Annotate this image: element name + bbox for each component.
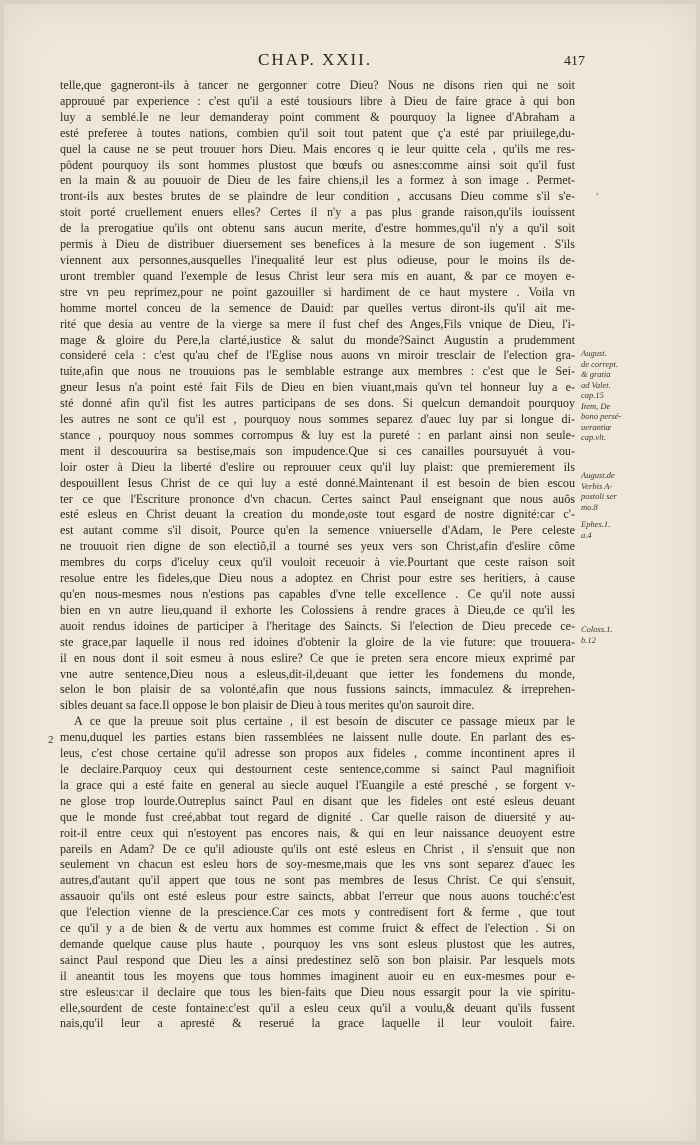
- text-line: ment il descouurira sa bestise,mais son impudence.Que si ces canailles poursuyuét à vou-: [60, 443, 575, 458]
- margin-note-line: a.4: [581, 529, 592, 540]
- text-line: esté esleus en Christ deuant la creation du monde,oste tout esgard de nostre dignité:car c'-: [60, 507, 575, 522]
- margin-note-ephesians: [581, 519, 651, 540]
- text-line: de la prerogatiue qu'ils ont obtenu sans aucun merite, d'estre hommes,qu'il n'y a qu'il soit: [60, 221, 575, 236]
- text-line: les autres ne sont ce qu'il est , pourquoy nous sommes separez d'auec luy par si longue di-: [60, 412, 575, 427]
- text-line: permis à Dieu de distribuer diuersement ses benefices à la mesure de son iugement . S'ils: [60, 237, 575, 252]
- margin-note-line: mo.8: [581, 501, 598, 512]
- margin-note-line: uerantiæ: [581, 421, 612, 432]
- text-line: uront trembler quand l'exemple de Iesus Christ leur sera mis en auant, & par ce moyen e-: [60, 268, 575, 283]
- text-line: est autant comme s'il disoit, Pource qu'en la semence vniuerselle d'Adam, le Pere celeste: [60, 523, 575, 538]
- margin-note-augustin-correptione: [581, 348, 651, 443]
- text-line: ce qu'il y a de bien & de vertu aux hommes est comme fruict & effect de l'election . Si on: [60, 921, 575, 936]
- text-line: ne trouuoit rien digne de son electiõ,il a tourné ses yeux vers son Christ,afin d'eslire cõme: [60, 539, 575, 554]
- margin-note-line: de corrept.: [581, 358, 618, 369]
- text-line: en la main & au pouuoir de Dieu de les faire chiens,il les a formez à son image . Permet-: [60, 173, 575, 188]
- text-line: telle,que gagneront-ils à tancer ne gergonner cotre Dieu? Nous ne disons rien qui ne soit: [60, 78, 575, 92]
- text-line: luy a semblé.Ie ne leur demanderay point comment & pourquoy la lignee d'Abraham a: [60, 109, 575, 124]
- text-line: seulement vn chacun est esleu hors de soy-mesme,mais que les vns sont separez d'auec les: [60, 857, 575, 872]
- text-line: mage & gloire du Pere,la clarté,iustice & salut du monde?Sainct Augustin a prudemment: [60, 332, 575, 347]
- text-line: consideré cela : c'est qu'au chef de l'Eglise nous auons vn miroir tresclair de l'election gra-: [60, 348, 575, 363]
- text-line: ter ce que l'Escriture prononce d'vn chacun. Certes sainct Paul enseignant que nous auõs: [60, 491, 575, 506]
- margin-note-line: Verbis A-: [581, 480, 613, 491]
- text-line: approuué par experience : c'est qu'il a esté tousiours libre à Dieu de faire grace à qui bon: [60, 93, 575, 108]
- text-line: pareils en Adam? De ce qu'il adiouste qu'ils ont esté esleus en Christ , il s'ensuit que non: [60, 841, 575, 856]
- margin-note-colossians: [581, 624, 651, 645]
- main-text-block: [60, 78, 575, 1032]
- text-line: quel la cause ne se peut trouuer hors Dieu. Mais encores q ie leur quitte cela , qu'ils me res-: [60, 141, 575, 156]
- text-line: leus, c'est chose certaine qu'il adresse son propos aux fideles , comme incontinent apres il: [60, 746, 575, 761]
- text-line: homme mortel conceu de la semence de Dauid: par quelles vertus diront-ils qu'il ait me-: [60, 300, 575, 315]
- text-line: sainct Paul respond que Dieu les a ainsi predestinez selõ son bon plaisir. Par lesquels mots: [60, 952, 575, 967]
- text-line: stance , pourquoy nous sommes corrompus & luy est la pureté : en parlant ainsi non seule-: [60, 427, 575, 442]
- text-line: il aneantit tous les moyens que tous hommes imaginent auoir eu en eux-mesmes pour e-: [60, 968, 575, 983]
- text-line: que le monde fust creé,abbat tout regard de dignité . Car quelle raison de diuersité y au-: [60, 809, 575, 824]
- margin-note-line: bono persé-: [581, 411, 622, 421]
- margin-note-line: Item, De: [581, 400, 611, 411]
- margin-note-line: Ephes.1.: [581, 519, 611, 529]
- text-line: bien en vn autre lieu,quand il exhorte les Colossiens à rendre graces à Dieu,de ce qu'il les: [60, 602, 575, 617]
- margin-note-line: August.de: [581, 470, 615, 480]
- text-line: que l'election vienne de la prescience.Car ces mots y contredisent fort & ferme , que tout: [60, 905, 575, 920]
- margin-note-augustin-verbis: [581, 470, 651, 512]
- chapter-heading: CHAP. XXII.: [258, 50, 373, 69]
- text-line: gneur Iesus n'a point esté fait Fils de Dieu en bien viuant,mais qu'vn tel honneur luy a e-: [60, 380, 575, 395]
- text-line: qu'en nous-mesmes nous n'estions pas capables d'vne telle excellence . Ce qu'il note aussi: [60, 587, 575, 601]
- text-line: selon le bon plaisir de sa volonté,afin que nous fussions saincts, immaculez & irreprehen-: [60, 682, 575, 697]
- text-line: esté preferee à toutes nations, combien qu'il soit tout patent que ç'a esté par priuilege,du-: [60, 125, 575, 140]
- text-line: tuite,afin que nous ne trouuions pas le semblable estrange aux membres : c'est que le Sei-: [60, 364, 575, 379]
- text-line: nais,qu'il leur a apresté & reserué la grace laquelle il leur vouloit faire.: [60, 1016, 575, 1031]
- text-line: stre vn peu reprimez,pour ne point gazouiller si hardiment de ce haut mystere . Voila vn: [60, 284, 575, 299]
- text-line: roit-il entre ceux qui n'estoyent pas encores nais, & qui en leur naissance deuoyent estre: [60, 825, 575, 840]
- text-line: despouillent Iesus Christ de ce qui luy a esté donné.Maintenant il est besoin de bien escou: [60, 475, 575, 490]
- text-line: membres du corps d'iceluy ceux qu'il vouloit receuoir à vie.Pourtant que ceste raison soit: [60, 555, 575, 570]
- text-line: loir oster à Dieu la liberté d'eslire ou reprouuer ceux qu'il luy plaist: que premierement ils: [60, 459, 575, 474]
- text-line: elle,sourdent de ceste fontaine:c'est qu'il a esleu ceux qu'il a voulu,& deuant qu'ils fussent: [60, 1000, 575, 1015]
- text-line: stre esleus:car il declaire que tous les bien-faits que Dieu nous essargit pour la vie spiritu-: [60, 984, 575, 999]
- margin-note-line: Coloss.1.: [581, 624, 613, 634]
- text-line: stoit porté cruellement enuers elles? Certes il n'y a pas plus grande raison,qu'ils iouissent: [60, 205, 575, 220]
- text-line: ste grace,par laquelle il nous red idoines d'obtenir la gloire de la vie future: que trouuera-: [60, 634, 575, 649]
- margin-note-line: postoli ser: [581, 491, 617, 501]
- margin-note-line: cap.15: [581, 390, 604, 400]
- margin-note-line: August.: [581, 348, 607, 358]
- margin-note-line: cap.vlt.: [581, 432, 607, 442]
- book-page: [4, 4, 696, 1141]
- text-line: A ce que la preuue soit plus certaine , il est besoin de discuter ce passage mieux par le: [74, 714, 575, 729]
- text-line: pôdent pourquoy ils sont hommes plustost que bœufs ou asnes:comme ainsi soit qu'il fust: [60, 157, 575, 172]
- margin-note-line: ad Valet.: [581, 379, 611, 390]
- paragraph-number: 2: [48, 734, 54, 746]
- text-line: tront-ils aux bestes brutes de se plaindre de leur condition , accusans Dieu comme s'il s'e-: [60, 189, 575, 204]
- text-line: sté donné afin qu'il fist les autres participans de ses dons. Si quelcun demandoit pourquoy: [60, 396, 575, 411]
- text-line: viennent aux personnes,ausquelles l'inequalité leur est plus odieuse, pour le moins ils de-: [60, 252, 575, 267]
- text-line: la grace qui a esté faite en general au siecle auquel l'Euangile a esté presché , se forgent v-: [60, 777, 575, 792]
- text-line: menu,duquel les parties estans bien rassemblées ne laissent nulle doute. En parlant des es-: [60, 730, 575, 745]
- text-line: il en nous dont il soit esmeu à nous eslire? Ce que ie preten sera encore mieux exprimé par: [60, 650, 575, 665]
- text-line: assauoir qu'ils ont esté esleus pour estre saincts, abbat l'erreur que nous auons touché:c'est: [60, 889, 575, 904]
- text-line: auoit rendus idoines de participer à l'heritage des Saincts. Si l'election de Dieu precede ce-: [60, 618, 575, 633]
- text-line: resolue entre les fideles,que Dieu nous a adoptez en Christ pour estre ses heritiers, à cause: [60, 571, 575, 586]
- margin-note-line: b.12: [581, 634, 596, 645]
- text-line: ne glose trop lourde.Outreplus sainct Paul en disant que les fideles ont esté esleus deuant: [60, 793, 575, 808]
- text-line: rité que desia au ventre de la vierge sa mere il fust chef des Anges,Fils vnique de Dieu, l'i-: [60, 316, 575, 331]
- margin-note-line: & gratia: [581, 369, 611, 379]
- marginal-mark: ,: [596, 186, 599, 197]
- text-line: demande quelque cause plus haute , pourquoy les vns sont esleus plustost que les autres,: [60, 936, 575, 951]
- page-number: 417: [564, 54, 585, 69]
- text-line: autres,d'autant qu'il appert que tous ne sont pas membres de Iesus Christ. Ce qui s'ensuit,: [60, 873, 575, 888]
- text-line: le declaire.Parquoy ceux qui destournent ceste sentence,comme si sainct Paul magnifioit: [60, 761, 575, 776]
- text-line: vne autre sentence,Dieu nous a esleus,dit-il,deuant que ietter les fondemens du monde,: [60, 666, 575, 681]
- running-header: [4, 50, 696, 74]
- text-line: sibles deuant sa face.Il oppose le bon plaisir de Dieu à tous merites qu'on sauroit dire.: [60, 698, 475, 713]
